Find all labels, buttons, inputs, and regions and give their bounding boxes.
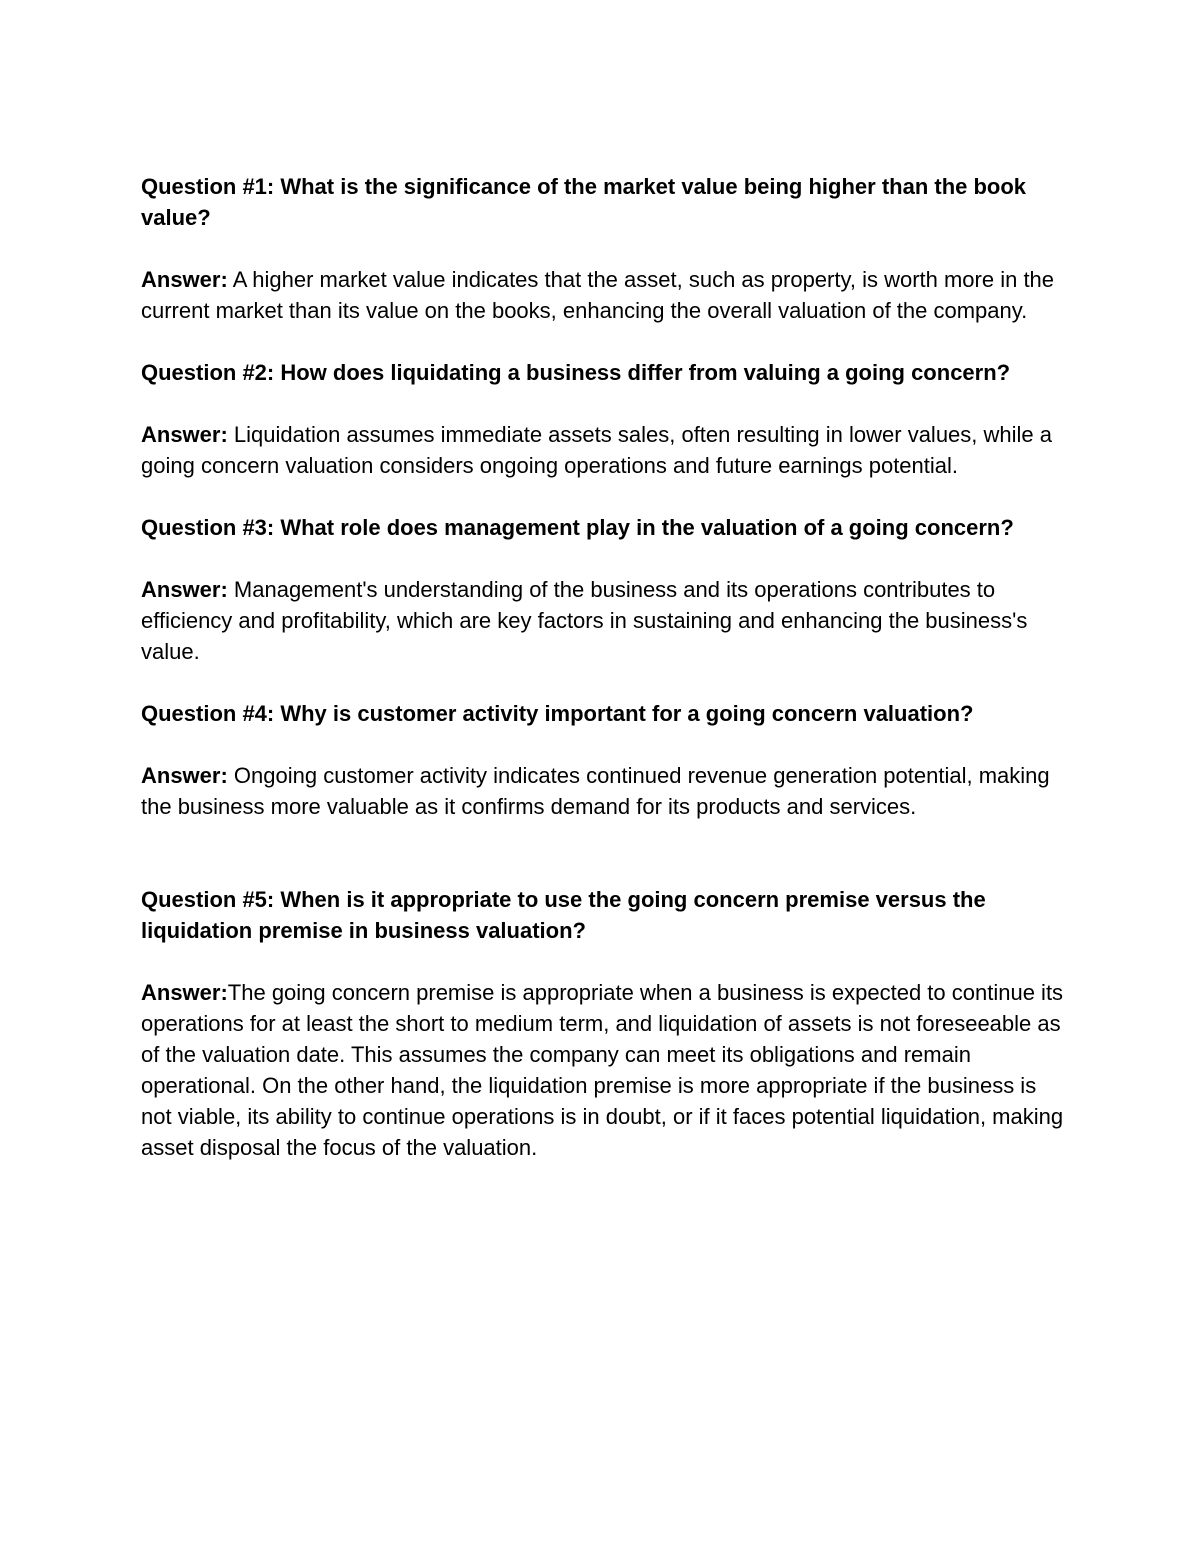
qa-item-5	[141, 884, 1066, 1163]
question-5: Question #5: When is it appropriate to use the going concern premise versus the liquidation premise in business valuation?	[141, 887, 986, 943]
answer-text: The going concern premise is appropriate when a business is expected to continue its operations for at least the short to medium term, and liquidation of assets is not foreseeable as of the valuation date. This assumes the company can meet its obligations and remain operational. On the other hand, the liquidation premise is more appropriate if the business is not viable, its ability to continue operations is in doubt, or if it faces potential liquidation, making asset disposal the focus of the valuation.	[141, 980, 1064, 1160]
question-4: Question #4: Why is customer activity important for a going concern valuation?	[141, 701, 974, 726]
answer-3	[141, 574, 1066, 667]
question-1: Question #1: What is the significance of the market value being higher than the book value?	[141, 174, 1027, 230]
answer-text: A higher market value indicates that the asset, such as property, is worth more in the current market than its value on the books, enhancing the overall valuation of the company.	[141, 267, 1055, 323]
answer-text: Management's understanding of the business and its operations contributes to efficiency and profitability, which are key factors in sustaining and enhancing the business's value.	[141, 577, 1028, 664]
qa-item-4	[141, 698, 1066, 822]
answer-1	[141, 264, 1066, 326]
answer-2	[141, 419, 1066, 481]
answer-text: Liquidation assumes immediate assets sales, often resulting in lower values, while a going concern valuation considers ongoing operations and future earnings potential.	[141, 422, 1052, 478]
answer-text: Ongoing customer activity indicates continued revenue generation potential, making the business more valuable as it confirms demand for its products and services.	[141, 763, 1050, 819]
question-3: Question #3: What role does management play in the valuation of a going concern?	[141, 515, 1014, 540]
answer-label: Answer:	[141, 577, 228, 602]
qa-item-2	[141, 357, 1066, 481]
qa-item-1	[141, 171, 1066, 326]
answer-5	[141, 977, 1066, 1163]
answer-label: Answer:	[141, 980, 228, 1005]
answer-label: Answer:	[141, 422, 228, 447]
document-body	[141, 171, 1066, 1163]
answer-4	[141, 760, 1066, 822]
question-2: Question #2: How does liquidating a business differ from valuing a going concern?	[141, 360, 1011, 385]
answer-label: Answer:	[141, 267, 228, 292]
qa-item-3	[141, 512, 1066, 667]
answer-label: Answer:	[141, 763, 228, 788]
